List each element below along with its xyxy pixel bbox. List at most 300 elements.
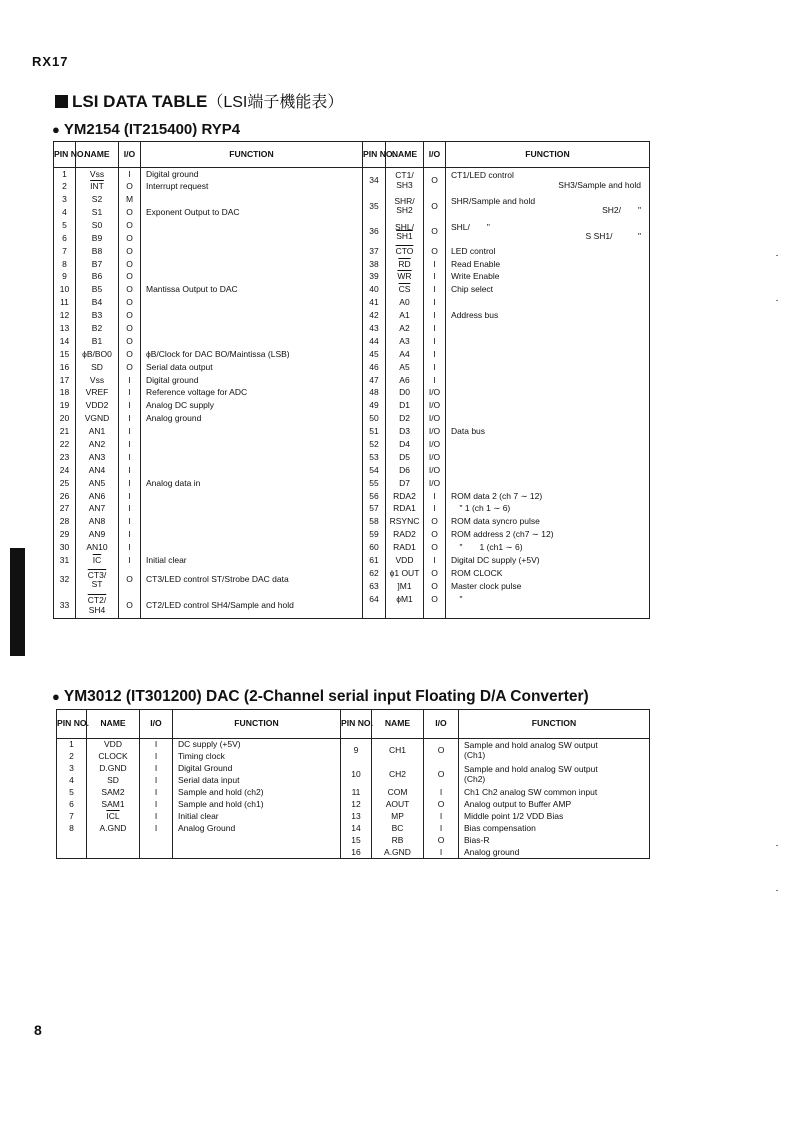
cell-function: Mantissa Output to DAC — [141, 284, 363, 297]
cell-pin: 49 — [363, 400, 386, 413]
cell-name: VDD2 — [76, 400, 119, 413]
cell-pin: 13 — [341, 811, 372, 823]
cell-empty — [87, 847, 140, 859]
cell-function — [141, 335, 363, 348]
cell-name — [386, 219, 424, 245]
cell-io: I — [119, 451, 141, 464]
cell-name: A3 — [386, 335, 424, 348]
cell-name: $\overline{RD}$ — [386, 258, 424, 271]
cell-io: I — [424, 787, 459, 799]
cell-pin: 32 — [54, 567, 76, 593]
cell-io: I — [140, 799, 173, 811]
col-header-name: NAME — [372, 710, 424, 739]
cell-function — [446, 374, 650, 387]
cell-io: I — [140, 787, 173, 799]
cell-io: I — [424, 309, 446, 322]
cell-io: I — [140, 823, 173, 835]
col-header-name: NAME — [386, 142, 424, 168]
cell-name: ϕ1 OUT — [386, 567, 424, 580]
cell-function-line2: SH3/Sample and hold — [558, 179, 641, 190]
cell-io: I — [424, 258, 446, 271]
cell-io: I — [119, 528, 141, 541]
cell-name: A6 — [386, 374, 424, 387]
cell-name: Vss — [76, 374, 119, 387]
cell-io: I — [119, 438, 141, 451]
cell-pin: 4 — [57, 775, 87, 787]
cell-function — [141, 322, 363, 335]
section-title-jp: （LSI端子機能表） — [207, 94, 344, 111]
cell-io: I/O — [424, 412, 446, 425]
cell-name: D2 — [386, 412, 424, 425]
cell-pin: 63 — [363, 580, 386, 593]
bullet-dot-icon: ● — [52, 689, 60, 704]
cell-function — [446, 387, 650, 400]
col-header-io: I/O — [424, 142, 446, 168]
cell-function-line1: Sample and hold analog SW output — [464, 740, 598, 751]
cell-function — [446, 296, 650, 309]
cell-function — [141, 503, 363, 516]
cell-name: AN5 — [76, 477, 119, 490]
cell-pin: 17 — [54, 374, 76, 387]
cell-function — [141, 528, 363, 541]
table-row — [54, 335, 650, 348]
cell-pin: 8 — [57, 823, 87, 835]
ym3012-table-body — [57, 739, 650, 859]
cell-name: RDA1 — [386, 503, 424, 516]
cell-name — [386, 193, 424, 219]
page-number: 8 — [34, 1022, 42, 1038]
cell-io: O — [119, 593, 141, 619]
cell-function: Analog ground — [464, 846, 520, 857]
cell-io: O — [424, 763, 459, 787]
cell-io: O — [424, 516, 446, 529]
cell-pin: 50 — [363, 412, 386, 425]
cell-name: COM — [372, 787, 424, 799]
cell-name: VREF — [76, 387, 119, 400]
cell-io: O — [424, 567, 446, 580]
cell-name: S0 — [76, 219, 119, 232]
cell-name: AN1 — [76, 425, 119, 438]
cell-io: I/O — [424, 400, 446, 413]
table-row — [54, 296, 650, 309]
cell-function-line1: CT1/LED control — [451, 170, 514, 181]
table-row — [54, 271, 650, 284]
cell-pin: 58 — [363, 516, 386, 529]
cell-function: Serial data input — [173, 775, 341, 787]
cell-function — [446, 451, 650, 464]
cell-pin: 52 — [363, 438, 386, 451]
cell-name: A1 — [386, 309, 424, 322]
cell-function: Bias compensation — [464, 822, 536, 833]
cell-function-line2: (Ch2) — [464, 773, 486, 784]
cell-name-line2: SH2 — [396, 205, 413, 216]
col-header-pin: PIN NO. — [54, 142, 76, 168]
table-row — [54, 567, 650, 580]
cell-name: RDA2 — [386, 490, 424, 503]
cell-pin: 59 — [363, 528, 386, 541]
cell-io: I — [424, 296, 446, 309]
table-row — [54, 412, 650, 425]
cell-io: I/O — [424, 477, 446, 490]
cell-name: D5 — [386, 451, 424, 464]
cell-empty — [446, 606, 650, 619]
cell-name: D0 — [386, 387, 424, 400]
ym2154-heading — [52, 121, 240, 138]
cell-name: $\overline{ICL}$ — [87, 811, 140, 823]
cell-function — [141, 296, 363, 309]
cell-name: D3 — [386, 425, 424, 438]
cell-name: SAM2 — [87, 787, 140, 799]
cell-io: I — [140, 751, 173, 763]
cell-name: B3 — [76, 309, 119, 322]
cell-pin: 25 — [54, 477, 76, 490]
cell-pin: 5 — [54, 219, 76, 232]
ym2154-heading-text: YM2154 (IT215400) RYP4 — [63, 121, 241, 138]
cell-pin: 41 — [363, 296, 386, 309]
ym2154-table — [53, 141, 650, 619]
table-row — [54, 464, 650, 477]
cell-io: I — [119, 387, 141, 400]
cell-pin: 13 — [54, 322, 76, 335]
cell-pin: 64 — [363, 593, 386, 606]
cell-function-line2: SH2/ " — [602, 205, 641, 216]
cell-pin: 1 — [57, 739, 87, 751]
cell-pin: 9 — [54, 271, 76, 284]
table-row — [54, 503, 650, 516]
cell-io: I — [424, 348, 446, 361]
margin-mark — [776, 890, 778, 891]
cell-name: SD — [87, 775, 140, 787]
cell-empty — [386, 606, 424, 619]
table-row — [57, 847, 650, 859]
col-header-pin: PIN NO. — [57, 710, 87, 739]
cell-pin: 8 — [54, 258, 76, 271]
cell-pin: 53 — [363, 451, 386, 464]
cell-io: O — [119, 232, 141, 245]
section-title — [55, 89, 343, 112]
cell-io: I — [424, 823, 459, 835]
cell-name: MP — [372, 811, 424, 823]
cell-function — [141, 219, 363, 232]
cell-empty — [173, 847, 341, 859]
cell-name: AN9 — [76, 528, 119, 541]
cell-io: O — [424, 541, 446, 554]
col-header-pin: PIN NO. — [341, 710, 372, 739]
cell-name — [386, 168, 424, 194]
cell-io: O — [119, 284, 141, 297]
cell-pin: 9 — [341, 739, 372, 763]
cell-function — [446, 219, 650, 245]
table-row — [54, 387, 650, 400]
cell-function: " 1 (ch 1 ∼ 6) — [451, 503, 511, 514]
cell-function — [141, 193, 363, 206]
cell-function: Analog data in — [141, 477, 363, 490]
cell-function — [459, 763, 650, 787]
cell-function — [141, 232, 363, 245]
cell-function: ROM data 2 (ch 7 ∼ 12) — [451, 490, 543, 501]
cell-io: O — [119, 296, 141, 309]
col-header-function: FUNCTION — [173, 710, 341, 739]
cell-function: ϕB/Clock for DAC BO/Maintissa (LSB) — [141, 348, 363, 361]
cell-io: O — [119, 219, 141, 232]
cell-function — [141, 541, 363, 554]
section-tab-marker — [10, 548, 25, 656]
cell-pin: 1 — [54, 168, 76, 181]
cell-pin: 33 — [54, 593, 76, 619]
cell-empty — [140, 847, 173, 859]
cell-name: VDD — [386, 554, 424, 567]
cell-pin: 60 — [363, 541, 386, 554]
cell-pin: 36 — [363, 219, 386, 245]
cell-io: I — [424, 374, 446, 387]
cell-name: B1 — [76, 335, 119, 348]
cell-name: AN8 — [76, 516, 119, 529]
cell-empty — [424, 606, 446, 619]
cell-io: O — [424, 193, 446, 219]
cell-empty — [140, 835, 173, 847]
cell-io: O — [119, 348, 141, 361]
cell-io: I — [424, 554, 446, 567]
cell-pin: 55 — [363, 477, 386, 490]
cell-pin: 3 — [54, 193, 76, 206]
cell-pin: 16 — [341, 847, 372, 859]
cell-name: ϕB/BO0 — [76, 348, 119, 361]
cell-pin: 14 — [341, 823, 372, 835]
cell-pin: 34 — [363, 168, 386, 194]
table-row — [54, 425, 650, 438]
cell-io: O — [119, 206, 141, 219]
cell-name: AN3 — [76, 451, 119, 464]
cell-name: ]M1 — [386, 580, 424, 593]
cell-function: Analog Ground — [173, 823, 341, 835]
cell-empty — [363, 606, 386, 619]
cell-function — [141, 425, 363, 438]
cell-io: I — [424, 847, 459, 859]
cell-empty — [57, 847, 87, 859]
table-row — [57, 763, 650, 775]
cell-pin: 62 — [363, 567, 386, 580]
cell-function — [141, 245, 363, 258]
cell-pin: 24 — [54, 464, 76, 477]
cell-io: O — [424, 835, 459, 847]
cell-function — [446, 348, 650, 361]
cell-io: O — [424, 593, 446, 606]
cell-io: O — [119, 245, 141, 258]
table-row — [54, 438, 650, 451]
cell-pin: 2 — [54, 180, 76, 193]
cell-io: I — [119, 412, 141, 425]
cell-name: D6 — [386, 464, 424, 477]
cell-function: CT3/LED control ST/Strobe DAC data — [141, 567, 363, 593]
cell-function: Serial data output — [141, 361, 363, 374]
table-row — [54, 528, 650, 541]
cell-pin: 26 — [54, 490, 76, 503]
table-row — [57, 787, 650, 799]
cell-function — [459, 739, 650, 763]
cell-function: Digital Ground — [173, 763, 341, 775]
cell-io: I — [424, 322, 446, 335]
cell-io: I — [140, 763, 173, 775]
cell-io: I — [119, 477, 141, 490]
table-row — [54, 400, 650, 413]
cell-function — [446, 477, 650, 490]
cell-function: ROM address 2 (ch7 ∼ 12) — [451, 529, 554, 540]
cell-name: AN4 — [76, 464, 119, 477]
cell-pin: 57 — [363, 503, 386, 516]
table-row — [54, 258, 650, 271]
margin-mark — [776, 300, 778, 301]
cell-name: AN7 — [76, 503, 119, 516]
cell-name: RAD2 — [386, 528, 424, 541]
table-row — [54, 554, 650, 567]
cell-function: Write Enable — [451, 271, 500, 282]
table-row — [54, 348, 650, 361]
cell-name: $\overline{IC}$ — [76, 554, 119, 567]
table-row — [54, 516, 650, 529]
cell-function — [141, 464, 363, 477]
cell-name: B6 — [76, 271, 119, 284]
cell-io: I — [140, 775, 173, 787]
cell-io: I — [119, 503, 141, 516]
cell-pin: 3 — [57, 763, 87, 775]
cell-function: Sample and hold (ch2) — [173, 787, 341, 799]
cell-io: O — [119, 335, 141, 348]
table-row — [54, 451, 650, 464]
cell-io: I — [424, 271, 446, 284]
cell-name: D4 — [386, 438, 424, 451]
col-header-io: I/O — [424, 710, 459, 739]
cell-io: I — [424, 335, 446, 348]
cell-pin: 46 — [363, 361, 386, 374]
cell-function: Analog output to Buffer AMP — [464, 798, 572, 809]
cell-io: I — [424, 361, 446, 374]
cell-empty — [87, 835, 140, 847]
cell-name: B5 — [76, 284, 119, 297]
cell-io: O — [119, 322, 141, 335]
cell-function — [141, 451, 363, 464]
table-row — [54, 361, 650, 374]
cell-io: I/O — [424, 425, 446, 438]
cell-io: I — [119, 400, 141, 413]
cell-name: B9 — [76, 232, 119, 245]
cell-io: I — [140, 739, 173, 751]
cell-function — [446, 438, 650, 451]
table-row — [54, 309, 650, 322]
cell-io: I/O — [424, 451, 446, 464]
cell-name: SAM1 — [87, 799, 140, 811]
ym3012-heading — [52, 688, 589, 706]
cell-pin: 12 — [341, 799, 372, 811]
cell-function — [446, 361, 650, 374]
table-row — [57, 823, 650, 835]
cell-function-line1: SHL/ " — [451, 221, 490, 232]
cell-function — [141, 516, 363, 529]
cell-io: O — [424, 799, 459, 811]
cell-pin: 30 — [54, 541, 76, 554]
col-header-name: NAME — [87, 710, 140, 739]
cell-pin: 10 — [54, 284, 76, 297]
cell-pin: 35 — [363, 193, 386, 219]
cell-function: Bias-R — [464, 834, 490, 845]
cell-name: CH2 — [372, 763, 424, 787]
cell-name: RSYNC — [386, 516, 424, 529]
cell-function-line1: SHR/Sample and hold — [451, 195, 536, 206]
table-row — [54, 219, 650, 232]
table-row — [57, 811, 650, 823]
cell-name: SD — [76, 361, 119, 374]
cell-name: ϕM1 — [386, 593, 424, 606]
cell-pin: 61 — [363, 554, 386, 567]
cell-pin: 22 — [54, 438, 76, 451]
cell-pin: 40 — [363, 284, 386, 297]
cell-io: O — [424, 739, 459, 763]
cell-pin: 45 — [363, 348, 386, 361]
cell-function: Read Enable — [451, 258, 501, 269]
cell-io: I/O — [424, 464, 446, 477]
cell-pin: 14 — [54, 335, 76, 348]
cell-io: I — [424, 490, 446, 503]
cell-function-line2: (Ch1) — [464, 749, 486, 760]
table-row — [54, 284, 650, 297]
cell-pin: 51 — [363, 425, 386, 438]
cell-function — [446, 464, 650, 477]
cell-name: B8 — [76, 245, 119, 258]
table-row — [57, 835, 650, 847]
cell-pin: 39 — [363, 271, 386, 284]
cell-name: S2 — [76, 193, 119, 206]
cell-function — [141, 309, 363, 322]
col-header-pin: PIN NO. — [363, 142, 386, 168]
cell-pin: 6 — [57, 799, 87, 811]
cell-name: A.GND — [372, 847, 424, 859]
cell-io: I — [140, 811, 173, 823]
cell-io: O — [119, 361, 141, 374]
cell-pin: 2 — [57, 751, 87, 763]
cell-name: Vss — [76, 168, 119, 181]
cell-io: I — [119, 464, 141, 477]
cell-function: LED control — [451, 245, 496, 256]
table-row — [54, 322, 650, 335]
cell-pin: 42 — [363, 309, 386, 322]
cell-pin: 44 — [363, 335, 386, 348]
cell-name: VGND — [76, 412, 119, 425]
ym3012-heading-text: YM3012 (IT301200) DAC (2-Channel serial input Floating D/A Converter) — [63, 688, 589, 705]
cell-name: B4 — [76, 296, 119, 309]
bullet-dot-icon: ● — [52, 122, 60, 137]
cell-pin: 5 — [57, 787, 87, 799]
cell-io: I — [119, 516, 141, 529]
cell-function: " 1 (ch1 ∼ 6) — [451, 542, 523, 553]
cell-io: M — [119, 193, 141, 206]
cell-name: $\overline{CTO}$ — [386, 245, 424, 258]
cell-io: O — [119, 567, 141, 593]
cell-name: RB — [372, 835, 424, 847]
cell-function: DC supply (+5V) — [173, 739, 341, 751]
cell-io: I — [424, 811, 459, 823]
cell-pin: 47 — [363, 374, 386, 387]
cell-pin: 48 — [363, 387, 386, 400]
cell-io: O — [424, 245, 446, 258]
table-row — [54, 593, 650, 606]
cell-pin: 18 — [54, 387, 76, 400]
cell-function-line1: Sample and hold analog SW output — [464, 764, 598, 775]
cell-name-line2: SH1 — [396, 230, 413, 241]
cell-io: I — [119, 490, 141, 503]
cell-name: A2 — [386, 322, 424, 335]
cell-name: $\overline{CS}$ — [386, 284, 424, 297]
cell-pin: 31 — [54, 554, 76, 567]
table-row — [54, 245, 650, 258]
